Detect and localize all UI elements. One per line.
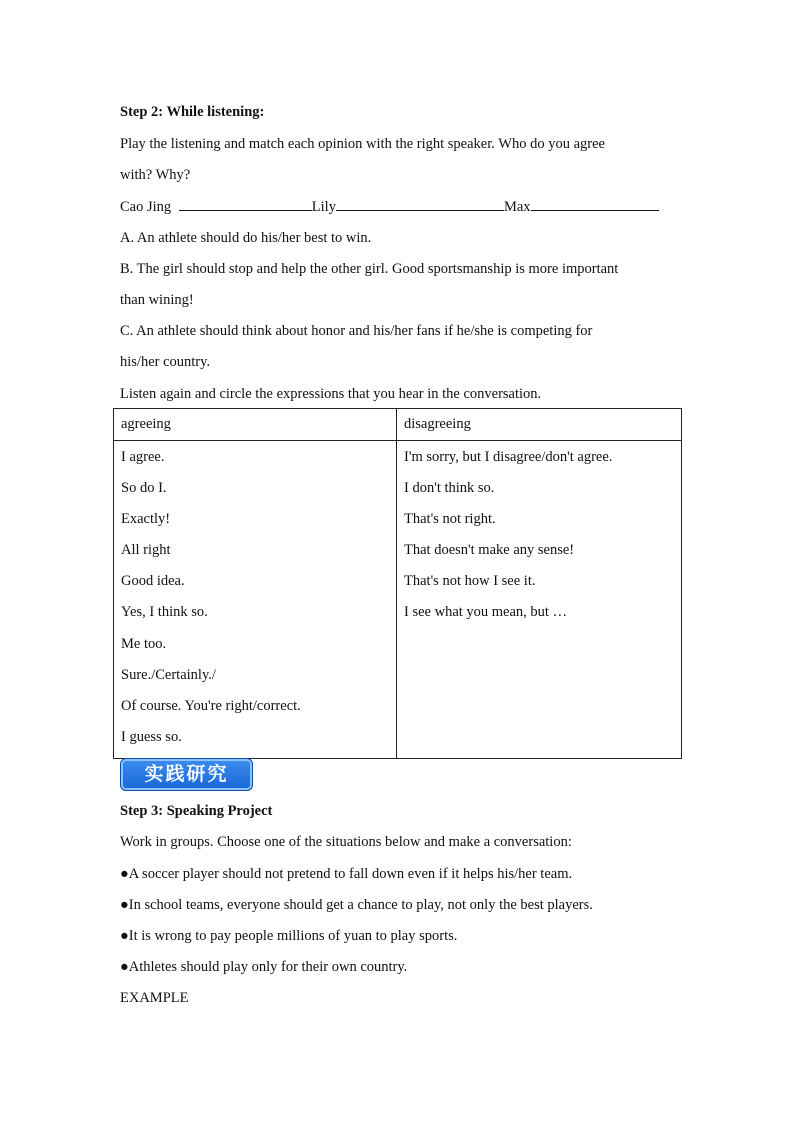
- agreeing-column: [114, 441, 397, 759]
- step2-instruction-line1: Play the listening and match each opinion with the right speaker. Who do you agree: [120, 136, 605, 152]
- expressions-table: [113, 408, 682, 759]
- disagree-expression[interactable]: I don't think so.: [404, 480, 495, 497]
- agree-expression[interactable]: All right: [121, 542, 171, 559]
- option-a: A. An athlete should do his/her best to win.: [120, 230, 372, 246]
- agree-expression[interactable]: Of course. You're right/correct.: [121, 697, 301, 714]
- situation-item: ●Athletes should play only for their own country.: [120, 959, 408, 975]
- disagree-expression[interactable]: That's not how I see it.: [404, 573, 536, 590]
- header-disagreeing: disagreeing: [397, 409, 682, 441]
- answer-blank-max[interactable]: [531, 198, 659, 211]
- option-b-line1: B. The girl should stop and help the other girl. Good sportsmanship is more important: [120, 261, 619, 277]
- disagree-expression[interactable]: I see what you mean, but …: [404, 604, 568, 621]
- situation-item: ●In school teams, everyone should get a chance to play, not only the best players.: [120, 897, 593, 913]
- agree-expression[interactable]: So do I.: [121, 480, 167, 497]
- step3-instruction: Work in groups. Choose one of the situations below and make a conversation:: [120, 834, 572, 850]
- situation-item: ●It is wrong to pay people millions of yuan to play sports.: [120, 928, 458, 944]
- agree-expression[interactable]: I agree.: [121, 449, 165, 465]
- answer-blank-cao-jing[interactable]: [179, 198, 312, 211]
- header-agreeing: agreeing: [114, 409, 397, 441]
- situation-item: ●A soccer player should not pretend to fall down even if it helps his/her team.: [120, 866, 573, 882]
- option-b-line2: than wining!: [120, 292, 194, 308]
- example-label: EXAMPLE: [120, 990, 189, 1006]
- practice-research-banner: 实践研究: [120, 758, 253, 791]
- option-c-line1: C. An athlete should think about honor and his/her fans if he/she is competing for: [120, 323, 593, 339]
- disagree-expression[interactable]: That doesn't make any sense!: [404, 542, 575, 559]
- agree-expression[interactable]: Exactly!: [121, 511, 171, 528]
- agree-expression[interactable]: Me too.: [121, 635, 167, 652]
- step2-heading: Step 2: While listening:: [120, 104, 265, 120]
- step3-heading: Step 3: Speaking Project: [120, 803, 273, 819]
- step2-instruction-line2: with? Why?: [120, 167, 191, 183]
- agree-expression[interactable]: Sure./Certainly./: [121, 666, 216, 683]
- agree-expression[interactable]: Yes, I think so.: [121, 604, 208, 621]
- disagree-expression[interactable]: That's not right.: [404, 511, 496, 528]
- answer-blank-lily[interactable]: [336, 198, 504, 211]
- agree-expression[interactable]: Good idea.: [121, 573, 185, 590]
- speaker-blanks-row: [120, 198, 659, 216]
- speaker-name-lily: Lily: [311, 199, 336, 215]
- agree-expression[interactable]: I guess so.: [121, 728, 182, 745]
- listen-again-instruction: Listen again and circle the expressions that you hear in the conversation.: [120, 386, 542, 402]
- speaker-name-max: Max: [503, 199, 531, 215]
- disagree-expression[interactable]: I'm sorry, but I disagree/don't agree.: [404, 449, 613, 465]
- option-c-line2: his/her country.: [120, 354, 211, 370]
- speaker-name-cao-jing: Cao Jing: [120, 199, 172, 215]
- disagreeing-column: [397, 441, 682, 759]
